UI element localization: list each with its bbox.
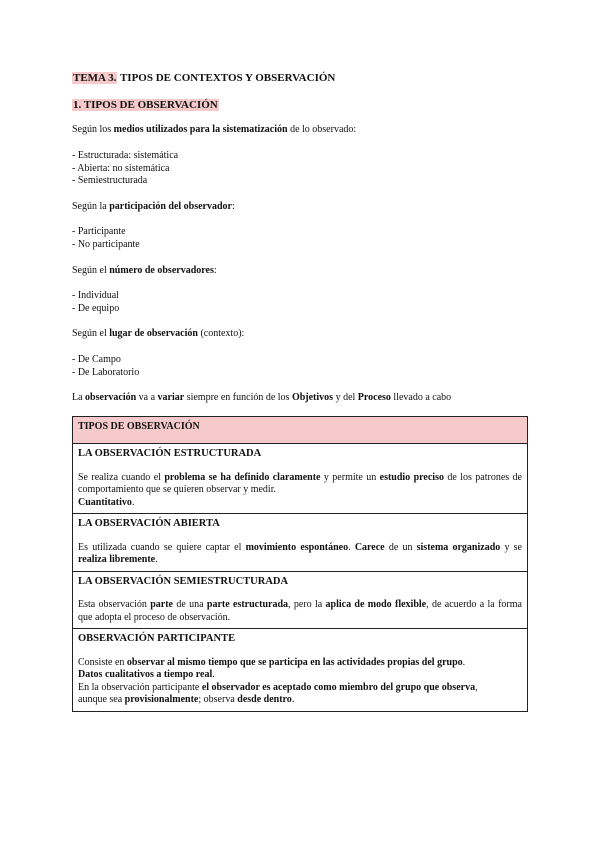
list-item: - De Laboratorio: [72, 366, 140, 378]
summary-bold: variar: [157, 392, 185, 403]
row-text: de una: [173, 599, 207, 610]
row-text: Consiste en: [78, 656, 127, 668]
summary-text: va a: [136, 392, 158, 403]
row-description: [78, 657, 522, 707]
intro-text: (contexto):: [197, 328, 245, 339]
medios-list: [72, 150, 178, 188]
table-row: [73, 444, 528, 514]
row-text: aunque sea: [78, 694, 125, 705]
row-text: , de acuerdo a la forma que adopta el proceso de observación.: [78, 599, 522, 623]
list-item: - Individual: [72, 290, 119, 301]
summary-sentence: [72, 392, 451, 405]
list-item: - Estructurada: sistemática: [72, 150, 179, 161]
summary-text: llevado a cabo: [390, 392, 452, 403]
row-text: ,: [475, 681, 478, 693]
participacion-list: [72, 226, 140, 251]
row-text: Se realiza cuando el: [78, 471, 165, 483]
numero-intro: [72, 265, 217, 278]
row-text: y se: [500, 541, 522, 553]
row-text: ; observa: [198, 694, 238, 705]
summary-text: siempre en función de los: [184, 392, 292, 403]
section-heading-text: 1. TIPOS DE OBSERVACIÓN: [73, 99, 218, 111]
row-text: Esta observación: [78, 599, 151, 610]
intro-text: Según el: [72, 265, 110, 276]
estructurada-cell: [73, 444, 528, 514]
row-text: En la observación participante: [78, 681, 202, 693]
row-description: [78, 472, 522, 510]
abierta-cell: [73, 514, 528, 572]
row-description: [78, 599, 522, 624]
row-bold: observar al mismo tiempo que se participa en las actividades propias del grupo: [126, 656, 463, 668]
row-bold: movimiento espontáneo: [245, 541, 349, 553]
table-header-row: [73, 417, 528, 444]
table-row: [73, 514, 528, 572]
row-bold: sistema organizado: [416, 541, 501, 553]
row-text: de un: [384, 541, 417, 553]
row-text: .: [291, 694, 295, 705]
row-text: .: [155, 554, 158, 565]
medios-intro: [72, 124, 356, 137]
row-title: LA OBSERVACIÓN ABIERTA: [78, 518, 220, 529]
row-text: .: [462, 656, 466, 668]
row-text: .: [348, 541, 355, 553]
intro-text: Según los: [72, 124, 114, 135]
row-text: , pero la: [288, 599, 326, 610]
summary-text: y del: [333, 392, 358, 403]
row-bold: parte: [150, 599, 173, 610]
table-header: TIPOS DE OBSERVACIÓN: [73, 417, 528, 444]
row-bold: Datos cualitativos a tiempo real: [78, 669, 213, 680]
summary-bold: observación: [85, 392, 137, 403]
row-title: LA OBSERVACIÓN SEMIESTRUCTURADA: [78, 575, 289, 587]
row-text: y permite un: [320, 471, 380, 483]
summary-text: La: [72, 392, 86, 403]
observation-types-table: [72, 416, 528, 712]
list-item: - No participante: [72, 238, 140, 250]
row-bold: estudio preciso: [379, 471, 444, 483]
row-title: LA OBSERVACIÓN ESTRUCTURADA: [78, 448, 262, 459]
row-bold: problema se ha definido claramente: [164, 471, 321, 483]
intro-text: Según el: [72, 328, 110, 339]
list-item: - Participante: [72, 226, 126, 237]
row-text: .: [131, 496, 135, 508]
lugar-list: [72, 354, 139, 379]
intro-bold: lugar de observación: [109, 328, 198, 339]
summary-bold: Proceso: [357, 392, 391, 403]
row-bold: Cuantitativo: [78, 496, 132, 508]
list-item: - De equipo: [72, 302, 120, 314]
intro-text: de lo observado:: [287, 124, 357, 135]
table-row: [73, 571, 528, 629]
summary-bold: Objetivos: [291, 392, 334, 403]
lugar-intro: [72, 328, 244, 341]
row-text: de los patrones de comportamiento que se quieren observar y medir.: [78, 471, 522, 495]
intro-text: Según la: [72, 201, 110, 212]
participante-cell: [73, 629, 528, 712]
row-bold: parte estructurada: [206, 599, 289, 610]
table-row: [73, 629, 528, 712]
row-bold: provisionalmente: [124, 694, 199, 705]
list-item: - De Campo: [72, 354, 121, 365]
intro-bold: medios utilizados para la sistematización: [113, 124, 288, 135]
row-bold: aplica de modo flexible: [325, 599, 427, 610]
numero-list: [72, 290, 119, 315]
row-bold: realiza libremente: [78, 554, 156, 565]
intro-bold: participación del observador: [109, 201, 232, 212]
row-description: [78, 542, 522, 567]
participacion-intro: [72, 201, 235, 214]
row-bold: desde dentro: [237, 694, 292, 705]
row-bold: el observador es aceptado como miembro del grupo que observa: [201, 681, 476, 693]
row-bold: Carece: [354, 541, 385, 553]
intro-text: :: [232, 201, 235, 212]
list-item: - Abierta: no sistemática: [72, 162, 170, 174]
title-text: TIPOS DE CONTEXTOS Y OBSERVACIÓN: [117, 72, 336, 84]
list-item: - Semiestructurada: [72, 175, 148, 186]
section-heading: [72, 99, 219, 112]
semiestructurada-cell: [73, 571, 528, 629]
title-prefix: TEMA 3.: [73, 72, 117, 84]
intro-text: :: [213, 265, 217, 276]
row-text: Es utilizada cuando se quiere captar el: [78, 541, 246, 553]
row-title: OBSERVACIÓN PARTICIPANTE: [78, 633, 236, 644]
row-text: .: [212, 669, 215, 680]
intro-bold: número de observadores: [109, 265, 214, 276]
document-title: [72, 72, 335, 85]
